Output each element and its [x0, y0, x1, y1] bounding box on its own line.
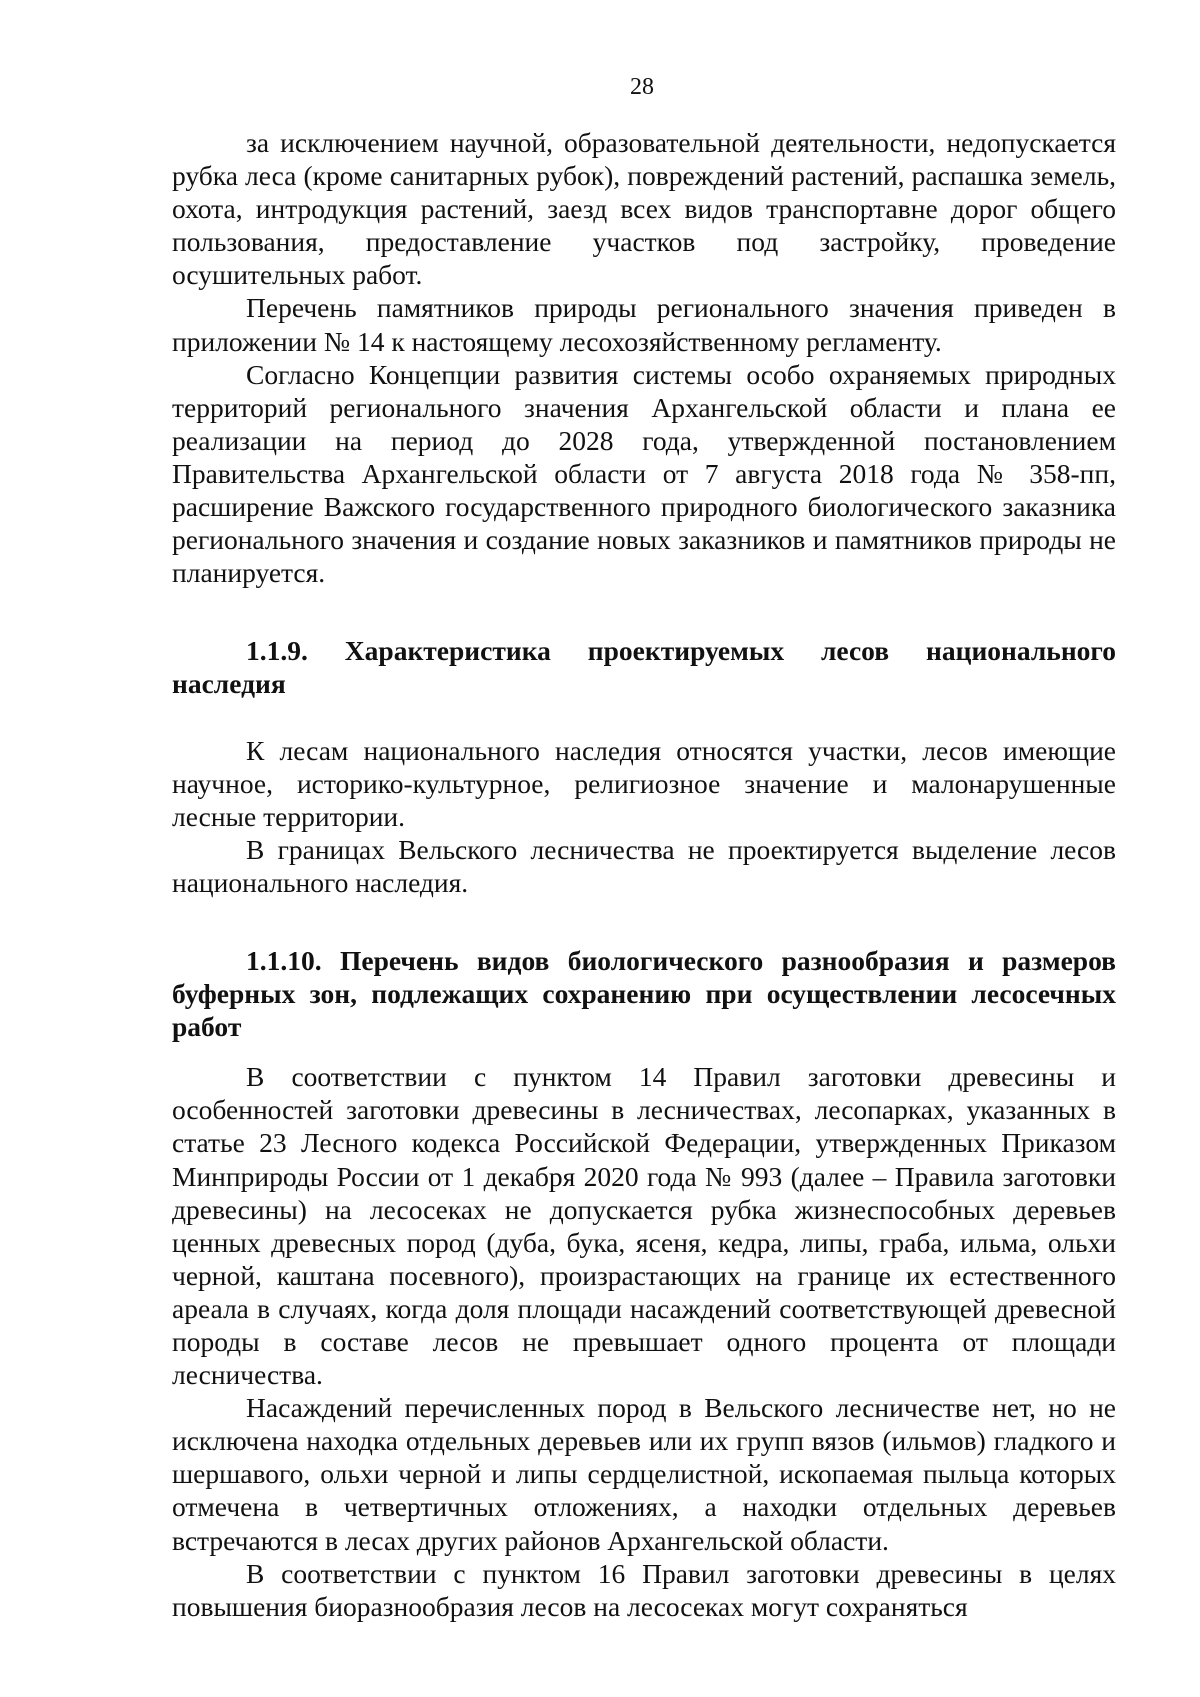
paragraph: В границах Вельского лесничества не проектируется выделение лесов национального наследия. [172, 833, 1116, 898]
spacer [172, 899, 1116, 944]
paragraph: К лесам национального наследия относятся участки, лесов имеющие научное, историко-культурное, религиозное значение и малонарушенные лесные территории. [172, 734, 1116, 832]
spacer [172, 701, 1116, 734]
spacer [172, 589, 1116, 634]
paragraph: В соответствии с пунктом 14 Правил заготовки древесины и особенностей заготовки древесины в лесничествах, лесопарках, указанных в статье 23 Лесного кодекса Российской Федерации, утвержденных Приказом Минприроды России от 1 декабря 2020 года № 993 (далее – Правила заготовки древесины) на лесосеках не допускается рубка жизнеспособных деревьев ценных древесных пород (дуба, бука, ясеня, кедра, липы, граба, ильма, ольхи черной, каштана посевного), произрастающих на границе их естественного ареала в случаях, когда доля площади насаждений соответствующей древесной породы в составе лесов не превышает одного процента от площади лесничества. [172, 1061, 1116, 1391]
paragraph: Согласно Концепции развития системы особо охраняемых природных территорий регионального значения Архангельской области и плана ее реализации на период до 2028 года, утвержденной постановлением Правительства Архангельской области от 7 августа 2018 года № 358-пп, расширение Важского государственного природного биологического заказника регионального значения и создание новых заказников и памятников природы не планируется. [172, 358, 1116, 589]
paragraph: В соответствии с пунктом 16 Правил заготовки древесины в целях повышения биоразнообразия лесов на лесосеках могут сохраняться [172, 1557, 1116, 1622]
page-content [172, 126, 1116, 1623]
spacer [172, 1043, 1116, 1060]
section-heading-1-1-9: 1.1.9. Характеристика проектируемых лесов национального наследия [172, 635, 1116, 700]
section-heading-1-1-10: 1.1.10. Перечень видов биологического разнообразия и размеров буферных зон, подлежащих сохранению при осуществлении лесосечных работ [172, 944, 1116, 1043]
paragraph: за исключением научной, образовательной деятельности, недопускается рубка леса (кроме санитарных рубок), повреждений растений, распашка земель, охота, интродукция растений, заезд всех видов транспортавне дорог общего пользования, предоставление участков под застройку, проведение осушительных работ. [172, 127, 1116, 291]
page-number: 28 [630, 74, 654, 100]
paragraph: Перечень памятников природы регионального значения приведен в приложении № 14 к настоящему лесохозяйственному регламенту. [172, 292, 1116, 357]
paragraph: Насаждений перечисленных пород в Вельского лесничестве нет, но не исключена находка отдельных деревьев или их групп вязов (ильмов) гладкого и шершавого, ольхи черной и липы сердцелистной, ископаемая пыльца которых отмечена в четвертичных отложениях, а находки отдельных деревьев встречаются в лесах других районов Архангельской области. [172, 1392, 1116, 1556]
